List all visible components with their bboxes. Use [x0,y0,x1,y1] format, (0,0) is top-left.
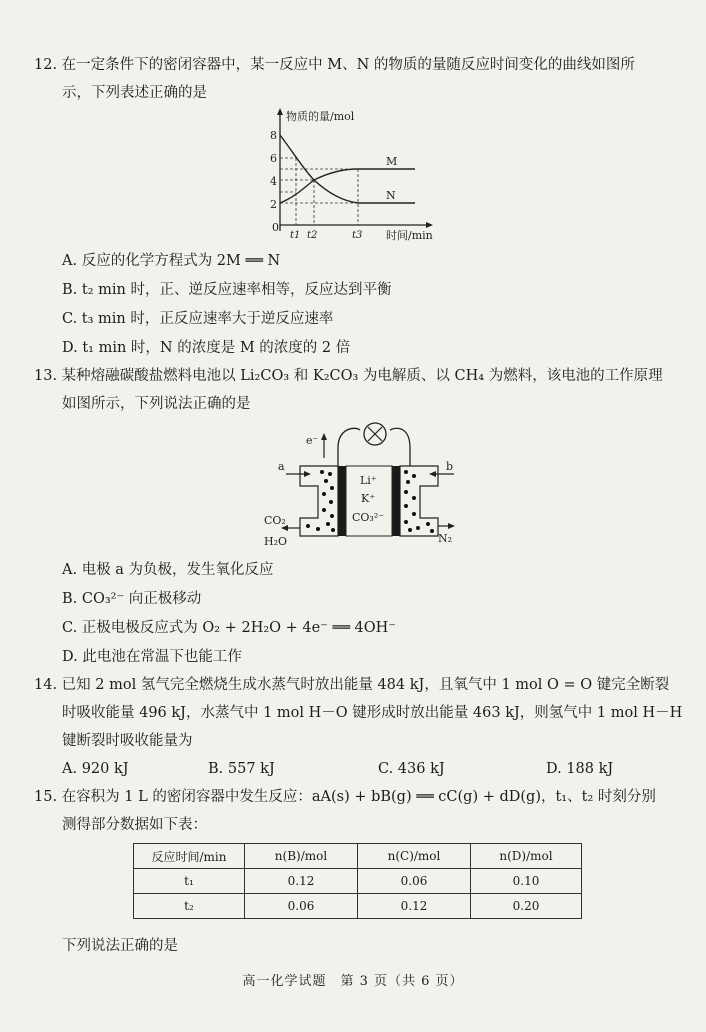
q12-option-b: B. t₂ min 时，正、逆反应速率相等，反应达到平衡 [62,282,392,298]
y-tick-4: 4 [270,175,277,188]
q14-stem-line2: 时吸收能量 496 kJ，水蒸气中 1 mol H－O 键形成时放出能量 463 kJ，则氢气中 1 mol H－H [62,705,683,721]
out-n2: N₂ [438,532,453,545]
out-h2o: H₂O [264,535,288,548]
y-tick-6: 6 [270,152,277,165]
q14-option-a: A. 920 kJ [62,761,129,777]
table-row [134,894,582,919]
table-header-row [134,844,582,869]
q13-option-a: A. 电极 a 为负极，发生氧化反应 [62,562,274,578]
q14-stem-line3: 键断裂时吸收能量为 [62,733,193,749]
q14-option-c: C. 436 kJ [378,761,445,777]
ion-li: Li⁺ [360,474,377,487]
q12-stem-line1: 12. 在一定条件下的密闭容器中，某一反应中 M、N 的物质的量随反应时间变化的曲线如图所 [34,57,635,73]
inlet-a-label: a [278,460,285,473]
q13-option-d: D. 此电池在常温下也能工作 [62,649,242,665]
y-axis-label: 物质的量/mol [286,110,355,123]
x-axis-arrow [426,222,433,228]
cell: 0.12 [245,869,358,894]
ion-k: K⁺ [361,492,376,505]
q12-option-a: A. 反应的化学方程式为 2M ══ N [62,253,281,269]
electrode-b [392,466,400,536]
page-footer: 高一化学试题 第 3 页（共 6 页） [242,974,464,989]
x-axis-label: 时间/min [386,229,433,242]
x-tick-t2: t2 [307,230,318,241]
q12-chart [250,105,450,245]
cell: 0.20 [471,894,582,919]
cell: 0.12 [358,894,471,919]
cell: 0.06 [358,869,471,894]
q13-option-c: C. 正极电极反应式为 O₂ + 2H₂O + 4e⁻ ══ 4OH⁻ [62,620,396,636]
q14-option-b: B. 557 kJ [208,761,275,777]
y-axis-arrow [277,108,283,115]
x-tick-t3: t3 [352,230,363,241]
electrode-a [338,466,346,536]
y-tick-0: 0 [272,221,279,234]
cell: 0.10 [471,869,582,894]
q12-option-c: C. t₃ min 时，正反应速率大于逆反应速率 [62,311,334,327]
electron-label: e⁻ [306,434,319,447]
header-nb: n(B)/mol [245,844,358,869]
ion-co3: CO₃²⁻ [352,511,385,524]
q12-option-d: D. t₁ min 时，N 的浓度是 M 的浓度的 2 倍 [62,340,351,356]
header-nc: n(C)/mol [358,844,471,869]
table-row [134,869,582,894]
header-nd: n(D)/mol [471,844,582,869]
q15-stem-line1: 15. 在容积为 1 L 的密闭容器中发生反应：aA(s) + bB(g) ══ cC(g) + dD(g)，t₁、t₂ 时刻分别 [34,789,656,805]
cell: t₁ [134,869,245,894]
label-n: N [386,189,396,202]
header-time: 反应时间/min [134,844,245,869]
q13-stem-line2: 如图所示，下列说法正确的是 [62,396,251,412]
q15-after-text: 下列说法正确的是 [62,938,178,954]
label-m: M [386,155,398,168]
q13-stem-line1: 13. 某种熔融碳酸盐燃料电池以 Li₂CO₃ 和 K₂CO₃ 为电解质、以 CH₄ 为燃料，该电池的工作原理 [34,368,663,384]
outlet-right-arrow [448,523,455,529]
q14-option-d: D. 188 kJ [546,761,614,777]
cell: t₂ [134,894,245,919]
q13-option-b: B. CO₃²⁻ 向正极移动 [62,591,202,607]
x-tick-t1: t1 [290,230,301,241]
q15-data-table [133,843,582,919]
q13-cell-diagram [260,418,470,550]
inlet-b-label: b [446,460,454,473]
cell: 0.06 [245,894,358,919]
out-co2: CO₂ [264,514,286,527]
y-tick-8: 8 [270,129,277,142]
q15-stem-line2: 测得部分数据如下表： [62,817,207,833]
q14-stem-line1: 14. 已知 2 mol 氢气完全燃烧生成水蒸气时放出能量 484 kJ，且氧气中 1 mol O = O 键完全断裂 [34,677,670,693]
y-tick-2: 2 [270,198,277,211]
right-chamber [400,466,438,536]
q12-stem-line2: 示，下列表述正确的是 [62,85,207,101]
